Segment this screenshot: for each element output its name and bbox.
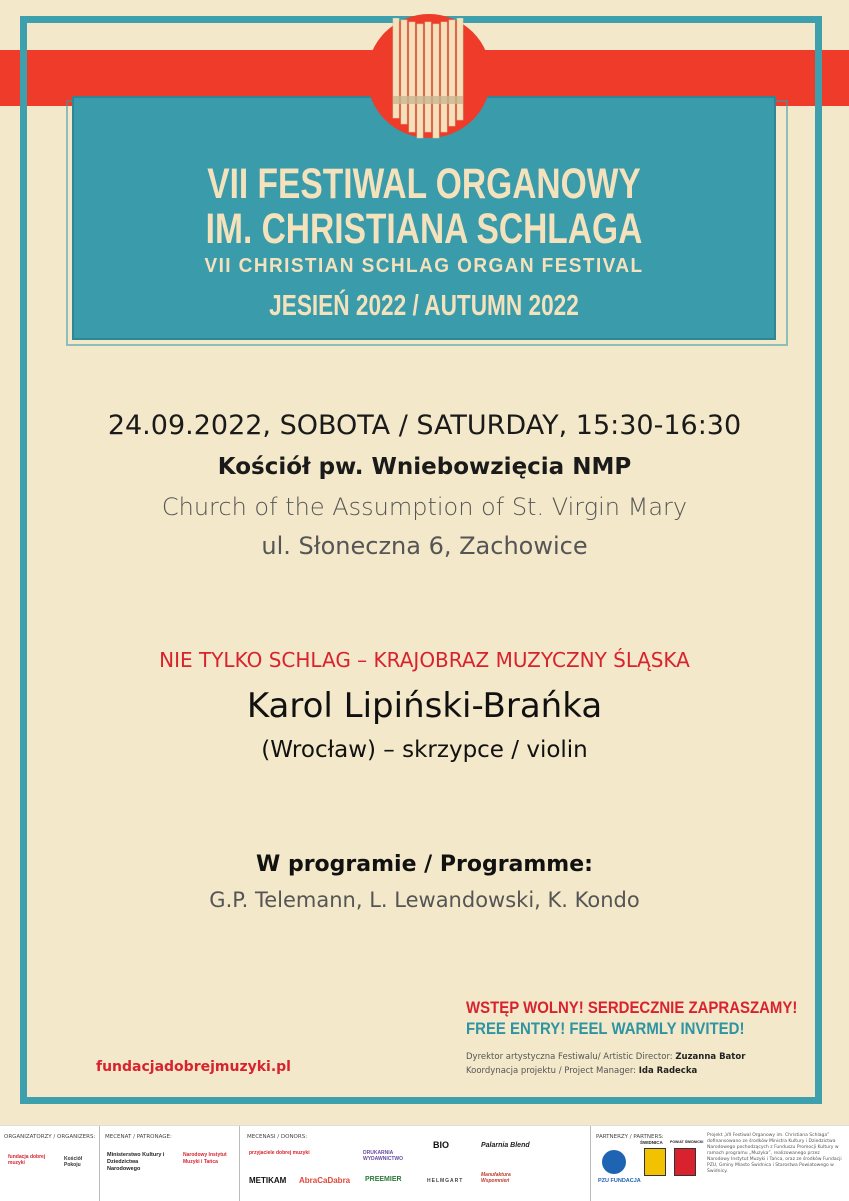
funding-fine-print: Projekt „VII Festiwal Organowy im. Christiana Schlaga” dofinansowano ze środków Ministra Kultury i Dziedzictwa Narodowego pochodzących z Funduszu Promocji Kultury w ramach programu „Muzyka”, realizowanego przez Narodowy Instytut Muzyki i Tańca, oraz ze środków Fundacji PZU, Gminy Miasto Świdnica i Starostwa Powiatowego w Świdnicy. — [707, 1133, 842, 1174]
donors-section — [239, 1126, 591, 1201]
partners-section — [590, 1126, 704, 1201]
donor-logo-8: Manufaktura Wspomnień — [481, 1172, 511, 1184]
donor-logo-3: DRUKARNIA WYDAWNICTWO — [363, 1150, 403, 1162]
pat-logo-nimit: Narodowy Instytut Muzyki i Tańca — [183, 1152, 227, 1165]
venue-address: ul. Słoneczna 6, Zachowice — [261, 532, 588, 560]
manager-label: Koordynacja projektu / Project Manager: — [466, 1066, 637, 1076]
donor-logo-4: PREEMIER — [365, 1176, 402, 1183]
partners-label: PARTNERZY / PARTNERS: — [596, 1134, 664, 1140]
free-entry-english: FREE ENTRY! FEEL WARMLY INVITED! — [466, 1019, 745, 1038]
pzu-logo-icon — [602, 1150, 626, 1174]
powiat-crest-icon — [674, 1148, 696, 1176]
organizers-label: ORGANIZATORZY / ORGANIZERS: — [4, 1134, 96, 1140]
patronage-section — [99, 1126, 240, 1201]
venue-polish: Kościół pw. Wniebowzięcia NMP — [217, 454, 632, 480]
programme-label: W programie / Programme: — [256, 852, 593, 877]
donor-logo-7: Palarnia Blend — [481, 1142, 530, 1149]
performer-instrument: (Wrocław) – skrzypce / violin — [261, 737, 588, 763]
free-entry-polish: WSTĘP WOLNY! SERDECZNIE ZAPRASZAMY! — [466, 998, 798, 1017]
org-logo-kosciol: Kościół Pokoju — [64, 1156, 83, 1168]
event-datetime: 24.09.2022, SOBOTA / SATURDAY, 15:30-16:30 — [107, 410, 742, 441]
donor-logo-5: BIO — [433, 1140, 450, 1150]
performer-name: Karol Lipiński-Brańka — [246, 686, 603, 726]
pat-logo-ministry: Ministerstwo Kultury i Dziedzictwa Narodowego — [107, 1152, 165, 1172]
partner-logo-1: ŚWIDNICA — [640, 1140, 663, 1145]
director-name: Zuzanna Bator — [675, 1052, 746, 1062]
organizers-section — [0, 1126, 100, 1201]
donor-logo-6: HELMGART — [427, 1178, 464, 1184]
venue-english: Church of the Assumption of St. Virgin Mary — [161, 493, 688, 521]
donors-label: MECENASI / DONORS: — [247, 1134, 308, 1140]
partner-logo-0: PZU FUNDACJA — [598, 1178, 641, 1184]
project-manager-credit — [466, 1066, 697, 1076]
concert-subtitle: NIE TYLKO SCHLAG – KRAJOBRAZ MUZYCZNY ŚLĄSKA — [159, 648, 690, 672]
org-logo-fundacja: fundacja dobrej muzyki — [8, 1154, 46, 1166]
manager-name: Ida Radecka — [638, 1066, 698, 1076]
programme-composers: G.P. Telemann, L. Lewandowski, K. Kondo — [209, 888, 640, 912]
website-link[interactable]: fundacjadobrejmuzyki.pl — [96, 1059, 291, 1075]
festival-title-line2: IM. CHRISTIANA SCHLAGA — [205, 205, 643, 253]
donor-logo-0: przyjaciele dobrej muzyki — [249, 1150, 310, 1156]
patronage-label: MECENAT / PATRONAGE: — [105, 1134, 172, 1140]
swidnica-crest-icon — [644, 1148, 666, 1176]
partner-logo-2: POWIAT ŚWIDNICKI — [670, 1140, 704, 1144]
donor-logo-1: METIKAM — [249, 1176, 287, 1185]
director-label: Dyrektor artystyczna Festiwalu/ Artistic Director: — [466, 1052, 673, 1062]
festival-title-line1: VII FESTIWAL ORGANOWY — [207, 160, 641, 208]
artistic-director-credit — [466, 1052, 745, 1062]
donor-logo-2: AbraCaDabra — [299, 1176, 351, 1185]
festival-season: JESIEŃ 2022 / AUTUMN 2022 — [269, 290, 579, 322]
organ-pipes-icon — [391, 18, 471, 142]
festival-title-english: VII CHRISTIAN SCHLAG ORGAN FESTIVAL — [204, 255, 644, 277]
